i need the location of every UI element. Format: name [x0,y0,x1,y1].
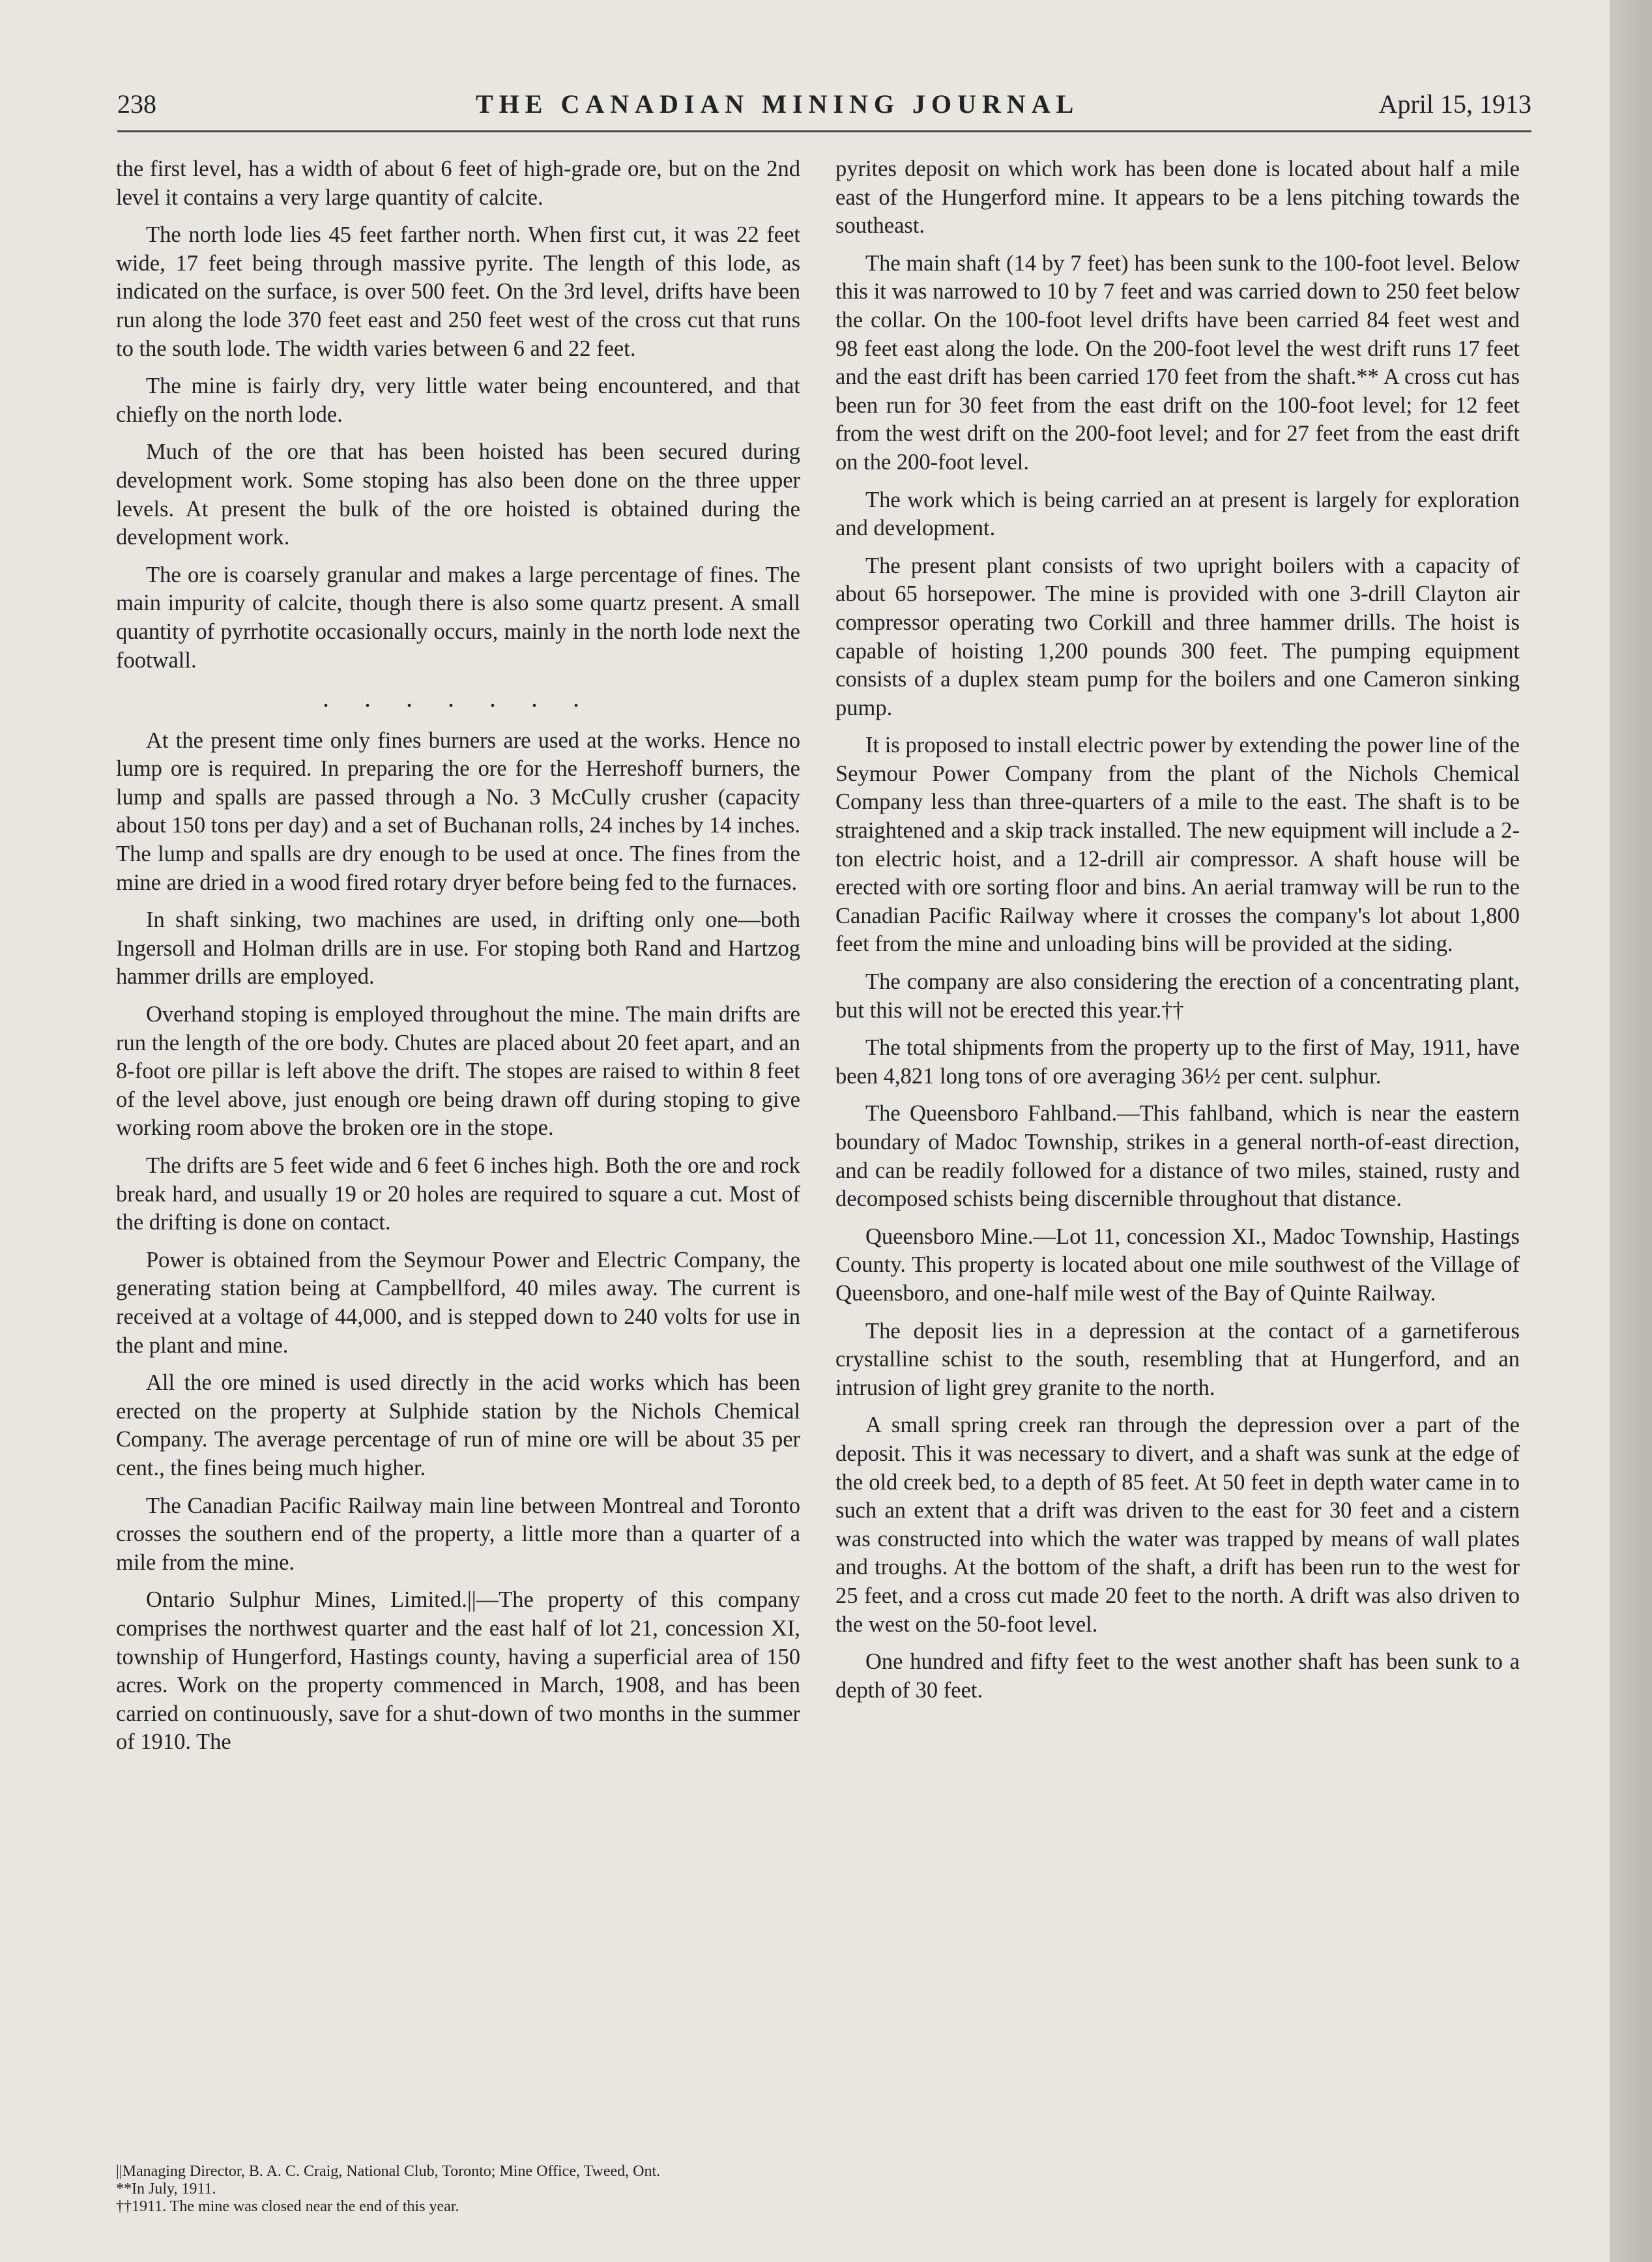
paragraph: pyrites deposit on which work has been done is located about half a mile east of the Hungerford mine. It appears to be a lens pitching towards the southeast. [835,156,1520,239]
page-edge [1610,0,1652,2262]
footnote: **In July, 1911. [116,2181,216,2197]
paragraph: Queensboro Mine.—Lot 11, concession XI., Madoc Township, Hastings County. This property is located about one mile southwest of the Village of Queensboro, and one-half mile west of the Bay of Quinte Railway. [835,1224,1520,1306]
journal-title: THE CANADIAN MINING JOURNAL [476,89,1080,119]
paragraph: The company are also considering the erection of a concentrating plant, but this will not be erected this year.†† [835,969,1520,1023]
running-header [117,86,1531,125]
paragraph: The work which is being carried an at present is largely for exploration and development. [835,487,1520,541]
right-column [835,155,1520,1714]
paragraph: The ore is coarsely granular and makes a large percentage of fines. The main impurity of calcite, though there is also some quartz present. A small quantity of pyrrhotite occasionally occurs, mainly in the north lode next the footwall. [116,562,800,673]
left-column [116,155,800,1766]
footnotes [116,2163,1028,2216]
paragraph: The present plant consists of two upright boilers with a capacity of about 65 horsepower. The mine is provided with one 3-drill Clayton air compressor operating two Corkill and three hammer drills. The hoist is capable of hoisting 1,200 pounds 300 feet. The pumping equipment consists of a duplex steam pump for the boilers and one Cameron sinking pump. [835,553,1520,720]
paragraph: Much of the ore that has been hoisted has been secured during development work. Some stoping has also been done on the three upper levels. At present the bulk of the ore hoisted is obtained during the development work. [116,439,800,550]
issue-date: April 15, 1913 [1378,89,1531,119]
paragraph: The Canadian Pacific Railway main line between Montreal and Toronto crosses the southern end of the property, a little more than a quarter of a mile from the mine. [116,1493,800,1575]
paragraph: The total shipments from the property up to the first of May, 1911, have been 4,821 long tons of ore averaging 36½ per cent. sulphur. [835,1035,1520,1089]
footnote: ††1911. The mine was closed near the end of this year. [116,2198,459,2215]
paragraph: The mine is fairly dry, very little water being encountered, and that chiefly on the north lode. [116,374,800,427]
paragraph: One hundred and fifty feet to the west another shaft has been sunk to a depth of 30 feet. [835,1649,1520,1703]
paragraph: the first level, has a width of about 6 feet of high-grade ore, but on the 2nd level it contains a very large quantity of calcite. [116,156,800,210]
paragraph: Overhand stoping is employed throughout the mine. The main drifts are run the length of the ore body. Chutes are placed about 20 feet apart, and an 8-foot ore pillar is left above the drift. The stopes are raised to within 8 feet of the level above, just enough ore being drawn off during stoping to give working room above the broken ore in the stope. [116,1002,800,1141]
paragraph: The main shaft (14 by 7 feet) has been sunk to the 100-foot level. Below this it was narrowed to 10 by 7 feet and was carried down to 250 feet below the collar. On the 100-foot level drifts have been carried 84 feet west and 98 feet east along the lode. On the 200-foot level the west drift runs 17 feet and the east drift has been carried 170 feet from the shaft.** A cross cut has been run for 30 feet from the east drift on the 100-foot level; for 12 feet from the west drift on the 200-foot level; and for 27 feet from the east drift on the 200-foot level. [835,250,1520,475]
paragraph: Ontario Sulphur Mines, Limited.||—The property of this company comprises the northwest quarter and the east half of lot 21, concession XI, township of Hungerford, Hastings county, having a superficial area of 150 acres. Work on the property commenced in March, 1908, and has been carried on continuously, save for a shut-down of two months in the summer of 1910. The [116,1587,800,1755]
paragraph: All the ore mined is used directly in the acid works which has been erected on the property at Sulphide station by the Nichols Chemical Company. The average percentage of run of mine ore will be about 35 per cent., the fines being much higher. [116,1370,800,1480]
paragraph: At the present time only fines burners are used at the works. Hence no lump ore is required. In preparing the ore for the Herreshoff burners, the lump and spalls are passed through a No. 3 McCully crusher (capacity about 150 tons per day) and a set of Buchanan rolls, 24 inches by 14 inches. The lump and spalls are dry enough to be used at once. The fines from the mine are dried in a wood fired rotary dryer before being fed to the furnaces. [116,727,800,895]
paragraph: A small spring creek ran through the depression over a part of the deposit. This it was necessary to divert, and a shaft was sunk at the edge of the old creek bed, to a depth of 85 feet. At 50 feet in depth water came in to such an extent that a drift was driven to the east for 30 feet and a cistern was constructed into which the water was trapped by means of wall plates and troughs. At the bottom of the shaft, a drift has been run to the west for 25 feet, and a cross cut made 20 feet to the north. A drift was also driven to the west on the 50-foot level. [835,1413,1520,1637]
section-separator: . . . . . . . [323,683,594,713]
paragraph: Power is obtained from the Seymour Power and Electric Company, the generating station being at Campbellford, 40 miles away. The current is received at a voltage of 44,000, and is stepped down to 240 volts for use in the plant and mine. [116,1247,800,1358]
paragraph: The drifts are 5 feet wide and 6 feet 6 inches high. Both the ore and rock break hard, and usually 19 or 20 holes are required to square a cut. Most of the drifting is done on contact. [116,1153,800,1235]
header-rule [117,130,1531,132]
paragraph: The north lode lies 45 feet farther north. When first cut, it was 22 feet wide, 17 feet being through massive pyrite. The length of this lode, as indicated on the surface, is over 500 feet. On the 3rd level, drifts have been run along the lode 370 feet east and 250 feet west of the cross cut that runs to the south lode. The width varies between 6 and 22 feet. [116,222,800,361]
paragraph: It is proposed to install electric power by extending the power line of the Seymour Power Company from the plant of the Nichols Chemical Company less than three-quarters of a mile to the east. The shaft is to be straightened and a skip track installed. The new equipment will include a 2-ton electric hoist, and a 12-drill air compressor. A shaft house will be erected with ore sorting floor and bins. An aerial tramway will be run to the Canadian Pacific Railway where it crosses the company's lot about 1,800 feet from the mine and unloading bins will be provided at the siding. [835,733,1520,957]
paragraph: In shaft sinking, two machines are used, in drifting only one—both Ingersoll and Holman drills are in use. For stoping both Rand and Hartzog hammer drills are employed. [116,907,800,990]
footnote: ||Managing Director, B. A. C. Craig, National Club, Toronto; Mine Office, Tweed, Ont. [116,2163,661,2180]
paragraph: The Queensboro Fahlband.—This fahlband, which is near the eastern boundary of Madoc Township, strikes in a general north-of-east direction, and can be readily followed for a distance of two miles, stained, rusty and decomposed schists being discernible throughout that distance. [835,1101,1520,1212]
page-number: 238 [117,89,156,119]
paragraph: The deposit lies in a depression at the contact of a garnetiferous crystalline schist to the south, resembling that at Hungerford, and an intrusion of light grey granite to the north. [835,1318,1520,1400]
